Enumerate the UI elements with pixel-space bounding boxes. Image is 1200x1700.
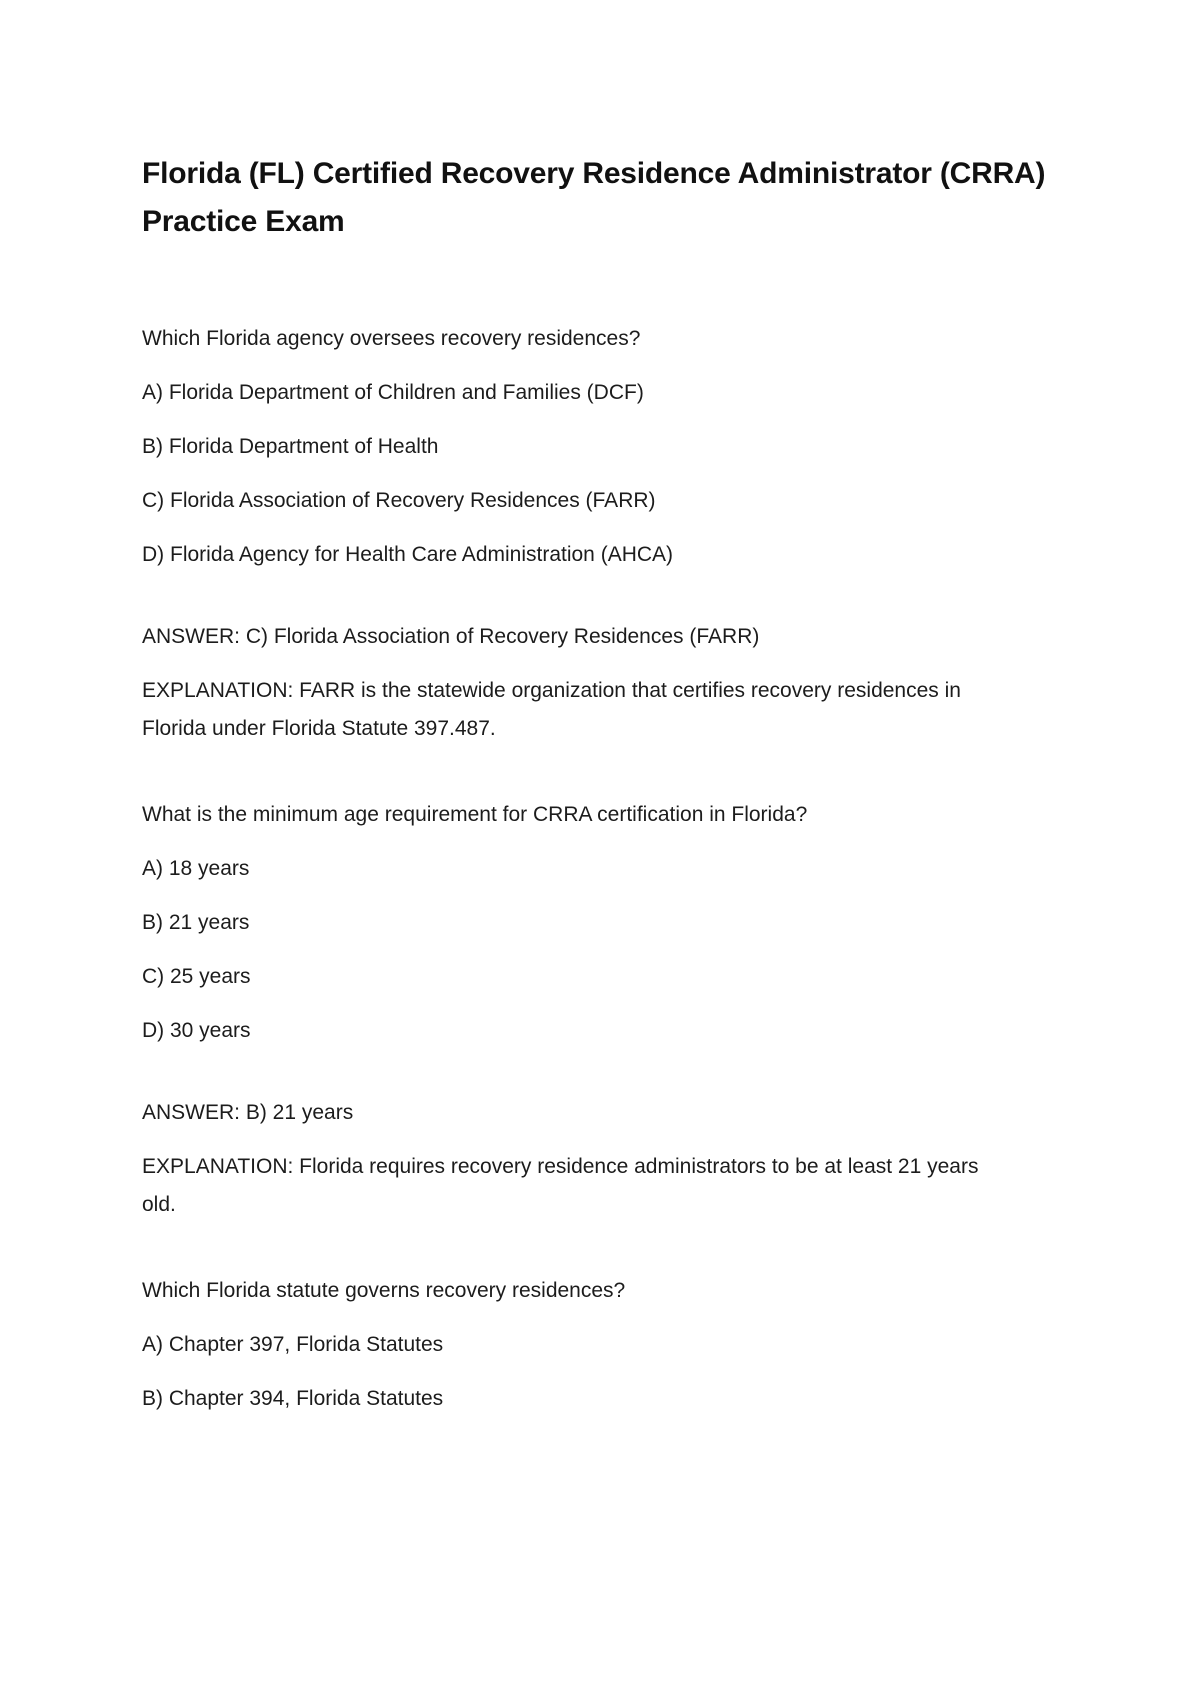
question-1-explanation-line-2: Florida under Florida Statute 397.487. xyxy=(142,717,496,740)
question-2-explanation xyxy=(142,1148,1062,1224)
question-2-answer: ANSWER: B) 21 years xyxy=(142,1101,354,1124)
question-1-option-b: B) Florida Department of Health xyxy=(142,435,439,458)
page-title xyxy=(142,150,1062,246)
question-3-option-b: B) Chapter 394, Florida Statutes xyxy=(142,1387,444,1410)
question-2-explanation-line-1: EXPLANATION: Florida requires recovery residence administrators to be at least 21 years xyxy=(142,1155,979,1178)
question-1-explanation-line-1: EXPLANATION: FARR is the statewide organization that certifies recovery residences in xyxy=(142,679,961,702)
document-content xyxy=(142,150,1062,1414)
question-2-option-c: C) 25 years xyxy=(142,965,251,988)
question-1 xyxy=(142,324,1062,570)
question-2 xyxy=(142,800,1062,1046)
question-2-answer-block xyxy=(142,1098,1062,1224)
question-2-option-a: A) 18 years xyxy=(142,857,250,880)
question-3-option-a: A) Chapter 397, Florida Statutes xyxy=(142,1333,444,1356)
question-1-answer: ANSWER: C) Florida Association of Recovery Residences (FARR) xyxy=(142,625,760,648)
question-3 xyxy=(142,1276,1062,1414)
question-1-text: Which Florida agency oversees recovery residences? xyxy=(142,327,641,350)
question-1-option-c: C) Florida Association of Recovery Residences (FARR) xyxy=(142,489,656,512)
question-2-option-d: D) 30 years xyxy=(142,1019,251,1042)
question-1-option-a: A) Florida Department of Children and Families (DCF) xyxy=(142,381,644,404)
question-1-answer-block xyxy=(142,622,1062,748)
question-2-option-b: B) 21 years xyxy=(142,911,250,934)
question-2-explanation-line-2: old. xyxy=(142,1193,176,1216)
question-2-text: What is the minimum age requirement for CRRA certification in Florida? xyxy=(142,803,808,826)
question-3-text: Which Florida statute governs recovery residences? xyxy=(142,1279,626,1302)
page-title-line-2: Practice Exam xyxy=(142,205,345,238)
question-1-explanation xyxy=(142,672,1062,748)
question-1-option-d: D) Florida Agency for Health Care Administration (AHCA) xyxy=(142,543,674,566)
page-title-line-1: Florida (FL) Certified Recovery Residence Administrator (CRRA) xyxy=(142,157,1046,190)
